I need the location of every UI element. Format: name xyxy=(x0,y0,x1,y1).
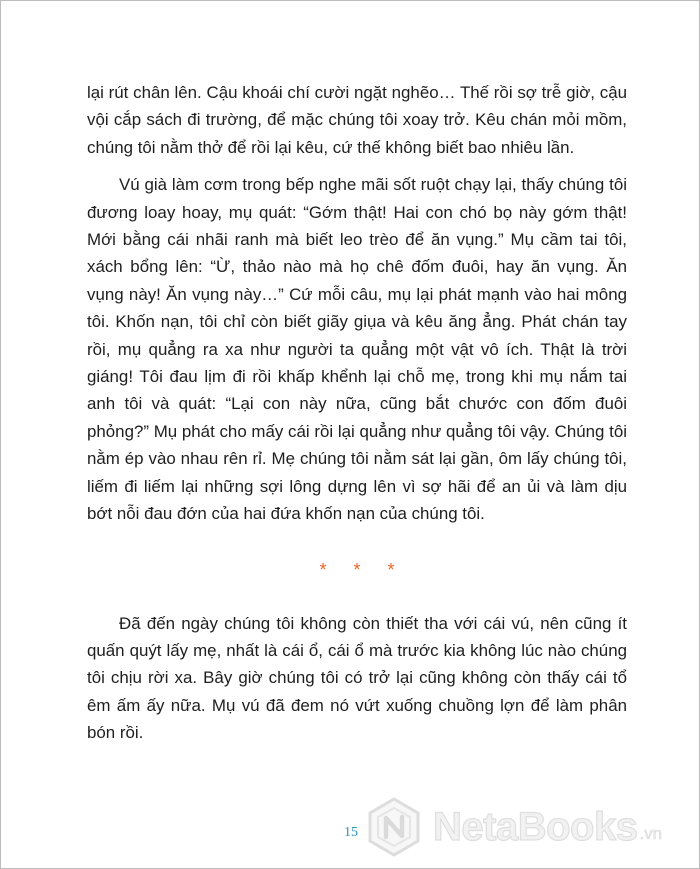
section-separator: * * * xyxy=(319,559,406,580)
watermark-text: NetaBooks xyxy=(433,805,638,849)
page-content xyxy=(87,79,627,747)
page-number: 15 xyxy=(344,825,358,840)
netabooks-logo-icon xyxy=(363,796,425,858)
paragraph-1: lại rút chân lên. Cậu khoái chí cười ngặt nghẽo… Thế rồi sợ trễ giờ, cậu vội cắp sách đi trường, để mặc chúng tôi xoay trở. Kêu chán mỏi mồm, chúng tôi nằm thở để rồi lại kêu, cứ thế không biết bao nhiêu lần. xyxy=(87,83,627,157)
paragraph-3: Đã đến ngày chúng tôi không còn thiết tha với cái vú, nên cũng ít quấn quýt lấy mẹ, nhất là cái ổ, cái ổ mà trước kia không lúc nào chúng tôi chịu rời xa. Bây giờ chúng tôi có trở lại cũng không còn thấy cái tổ êm ấm ấy nữa. Mụ vú đã đem nó vứt xuống chuồng lợn để làm phân bón rồi. xyxy=(87,613,627,743)
watermark-suffix: .vn xyxy=(639,824,663,843)
netabooks-watermark xyxy=(363,791,662,863)
paragraph-2: Vú già làm cơm trong bếp nghe mãi sốt ruột chạy lại, thấy chúng tôi đương loay hoay, mụ quát: “Gớm thật! Hai con chó bọ này gớm thật! Mới bằng cái nhãi ranh mà biết leo trèo để ăn vụng.” Mụ cầm tai tôi, xách bổng lên: “Ừ, thảo nào mà họ chê đốm đuôi, hay ăn vụng. Ăn vụng này! Ăn vụng này…” Cứ mỗi câu, mụ lại phát mạnh vào hai mông tôi. Khốn nạn, tôi chỉ còn biết giãy giụa và kêu ăng ẳng. Phát chán tay rồi, mụ quẳng ra xa như người ta quẳng một vật vô ích. Thật là trời giáng! Tôi đau lịm đi rồi khấp khểnh lại chỗ mẹ, trong khi mụ nắm tai anh tôi và quát: “Lại con này nữa, cũng bắt chước con đốm đuôi phỏng?” Mụ phát cho mấy cái rồi lại quẳng như quẳng tôi vậy. Chúng tôi nằm ép vào nhau rên rỉ. Mẹ chúng tôi nằm sát lại gần, ôm lấy chúng tôi, liếm đi liếm lại những sợi lông dựng lên vì sợ hãi để an ủi và làm dịu bớt nỗi đau đớn của hai đứa khốn nạn của chúng tôi. xyxy=(87,175,627,524)
